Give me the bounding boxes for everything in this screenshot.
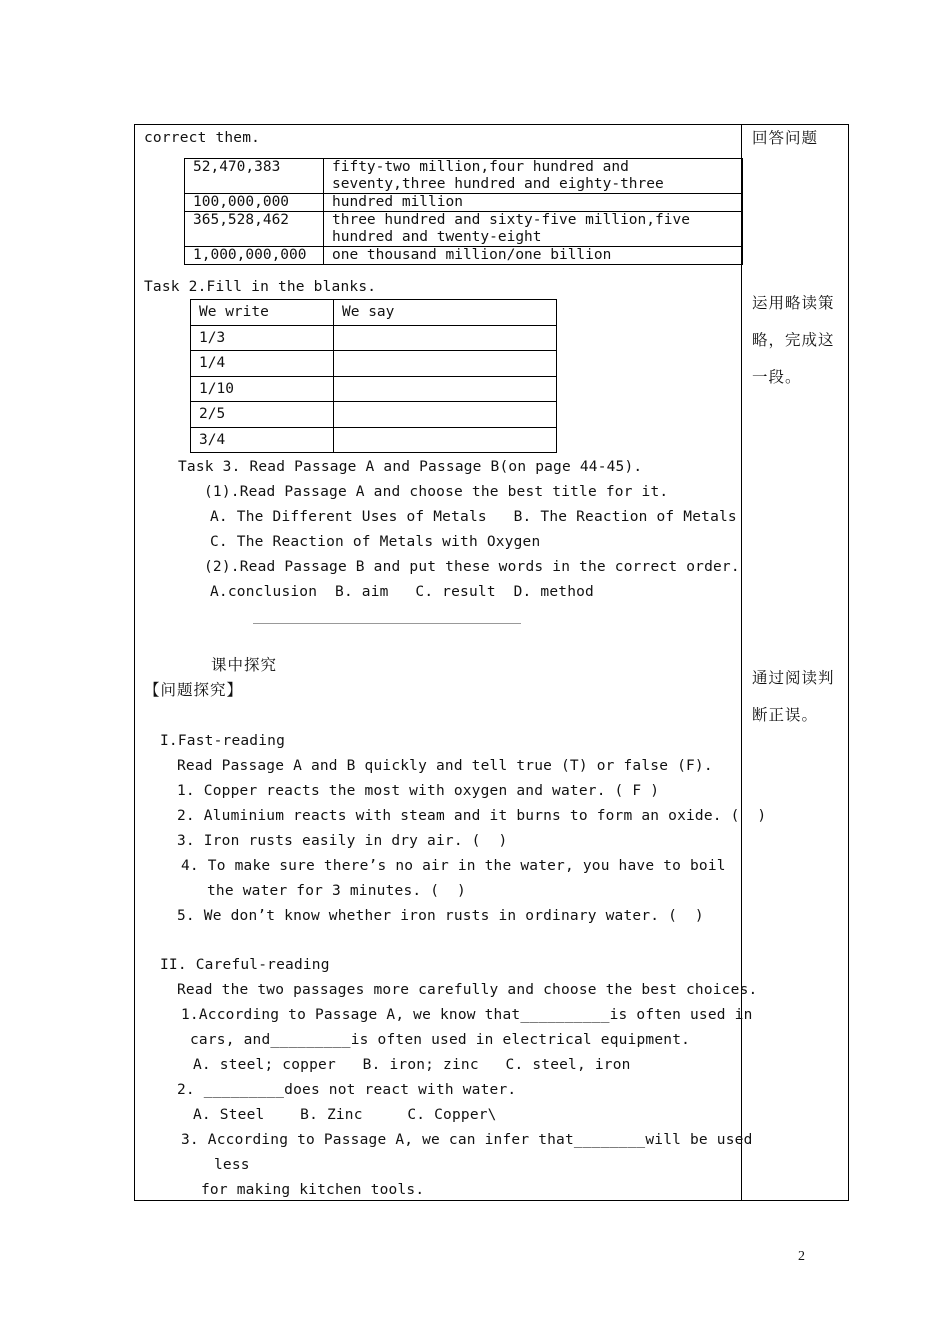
answer-blank[interactable] <box>334 376 557 402</box>
words-cell: fifty-two million,four hundred and seventy,three hundred and eighty-three <box>324 159 743 194</box>
table-row <box>191 325 557 351</box>
fast-item: 1. Copper reacts the most with oxygen and water. ( F ) <box>177 783 660 799</box>
fraction-cell: 1/3 <box>191 325 334 351</box>
careful-reading-title: II. Careful-reading <box>160 957 330 973</box>
column-divider <box>741 124 742 1201</box>
number-cell: 365,528,462 <box>185 212 324 247</box>
fast-item-continued: the water for 3 minutes. ( ) <box>207 883 466 899</box>
side-note-skimming: 运用略读策 略，完成这 一段。 <box>752 294 835 386</box>
fast-item: 4. To make sure there’s no air in the water, you have to boil <box>181 858 726 874</box>
fraction-cell: 1/10 <box>191 376 334 402</box>
task2-title: Task 2.Fill in the blanks. <box>144 279 377 295</box>
careful-question-3: 3. According to Passage A, we can infer that________will be used <box>181 1132 753 1148</box>
task3-q1-option-c: C. The Reaction of Metals with Oxygen <box>210 534 541 550</box>
intro-line: correct them. <box>144 130 261 146</box>
table-row <box>185 212 743 247</box>
table-row <box>191 427 557 453</box>
section-subtitle: 【问题探究】 <box>144 681 244 699</box>
fast-reading-instructions: Read Passage A and B quickly and tell true (T) or false (F). <box>177 758 713 774</box>
fractions-table <box>190 299 557 453</box>
header-we-write: We write <box>191 300 334 326</box>
careful-reading-instructions: Read the two passages more carefully and choose the best choices. <box>177 982 758 998</box>
number-cell: 52,470,383 <box>185 159 324 194</box>
careful-question-1: 1.According to Passage A, we know that__________is often used in <box>181 1007 753 1023</box>
task3-question-2: (2).Read Passage B and put these words in the correct order. <box>204 559 740 575</box>
fast-item: 3. Iron rusts easily in dry air. ( ) <box>177 833 508 849</box>
side-note-answer: 回答问题 <box>752 129 819 147</box>
careful-question-2: 2. _________does not react with water. <box>177 1082 517 1098</box>
table-row <box>191 376 557 402</box>
table-row <box>191 402 557 428</box>
words-cell: one thousand million/one billion <box>324 247 743 265</box>
answer-blank[interactable] <box>334 427 557 453</box>
table-header-row <box>191 300 557 326</box>
task3-question-1: (1).Read Passage A and choose the best title for it. <box>204 484 669 500</box>
careful-q2-options: A. Steel B. Zinc C. Copper\ <box>193 1107 497 1123</box>
careful-question-1-continued: cars, and_________is often used in electrical equipment. <box>190 1032 691 1048</box>
careful-q1-options: A. steel; copper B. iron; zinc C. steel, iron <box>193 1057 631 1073</box>
side-note-true-false: 通过阅读判 断正误。 <box>752 669 835 724</box>
table-row <box>185 159 743 194</box>
careful-question-3-continued: for making kitchen tools. <box>201 1182 425 1198</box>
task3-title: Task 3. Read Passage A and Passage B(on page 44-45). <box>178 459 643 475</box>
number-cell: 100,000,000 <box>185 194 324 212</box>
number-cell: 1,000,000,000 <box>185 247 324 265</box>
fast-item: 2. Aluminium reacts with steam and it burns to form an oxide. ( ) <box>177 808 767 824</box>
task3-q1-options-ab: A. The Different Uses of Metals B. The Reaction of Metals <box>210 509 737 525</box>
fraction-cell: 1/4 <box>191 351 334 377</box>
answer-blank[interactable] <box>334 351 557 377</box>
fraction-cell: 3/4 <box>191 427 334 453</box>
table-row <box>185 194 743 212</box>
answer-blank[interactable] <box>334 402 557 428</box>
numbers-table <box>184 158 743 265</box>
words-cell: three hundred and sixty-five million,five hundred and twenty-eight <box>324 212 743 247</box>
header-we-say: We say <box>334 300 557 326</box>
fraction-cell: 2/5 <box>191 402 334 428</box>
task3-q2-options: A.conclusion B. aim C. result D. method <box>210 584 594 600</box>
page-number: 2 <box>798 1249 805 1264</box>
answer-blank[interactable] <box>334 325 557 351</box>
careful-question-3-wrap: less <box>214 1157 250 1173</box>
table-row <box>191 351 557 377</box>
section-title: 课中探究 <box>211 656 278 674</box>
answer-line <box>253 623 521 624</box>
words-cell: hundred million <box>324 194 743 212</box>
fast-reading-title: I.Fast-reading <box>160 733 286 749</box>
fast-item: 5. We don’t know whether iron rusts in ordinary water. ( ) <box>177 908 704 924</box>
table-row <box>185 247 743 265</box>
